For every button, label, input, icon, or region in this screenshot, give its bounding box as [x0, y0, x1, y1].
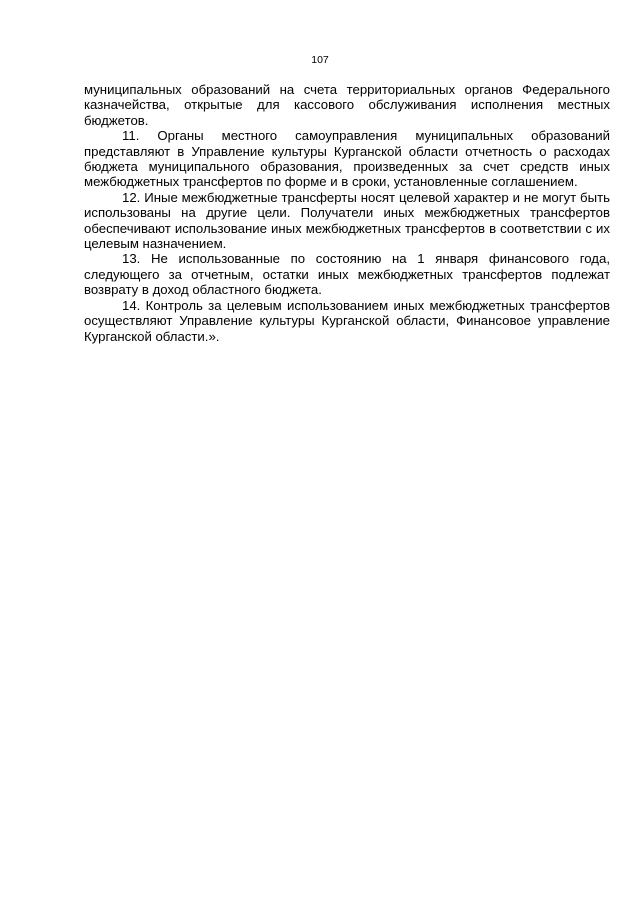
document-body	[84, 82, 610, 344]
paragraph-continuation: муниципальных образований на счета территориальных органов Федерального казначейства, открытые для кассового обслуживания исполнения местных бюджетов.	[84, 82, 610, 128]
paragraph-item-13: 13. Не использованные по состоянию на 1 января финансового года, следующего за отчетным, остатки иных межбюджетных трансфертов подлежат возврату в доход областного бюджета.	[84, 251, 610, 298]
paragraph-item-14: 14. Контроль за целевым использованием иных межбюджетных трансфертов осуществляют Управление культуры Курганской области, Финансовое управление Курганской области.».	[84, 297, 610, 344]
paragraph-item-11: 11. Органы местного самоуправления муниципальных образований представляют в Управление культуры Курганской области отчетность о расходах бюджета муниципального образования, произведенных за счет средств иных межбюджетных трансфертов по форме и в сроки, установленные соглашением.	[84, 128, 610, 190]
paragraph-item-12: 12. Иные межбюджетные трансферты носят целевой характер и не могут быть использованы на другие цели. Получатели иных межбюджетных трансфертов обеспечивают использование иных межбюджетных трансфертов в соответствии с их целевым назначением.	[84, 189, 610, 252]
page-number: 107	[311, 54, 329, 66]
